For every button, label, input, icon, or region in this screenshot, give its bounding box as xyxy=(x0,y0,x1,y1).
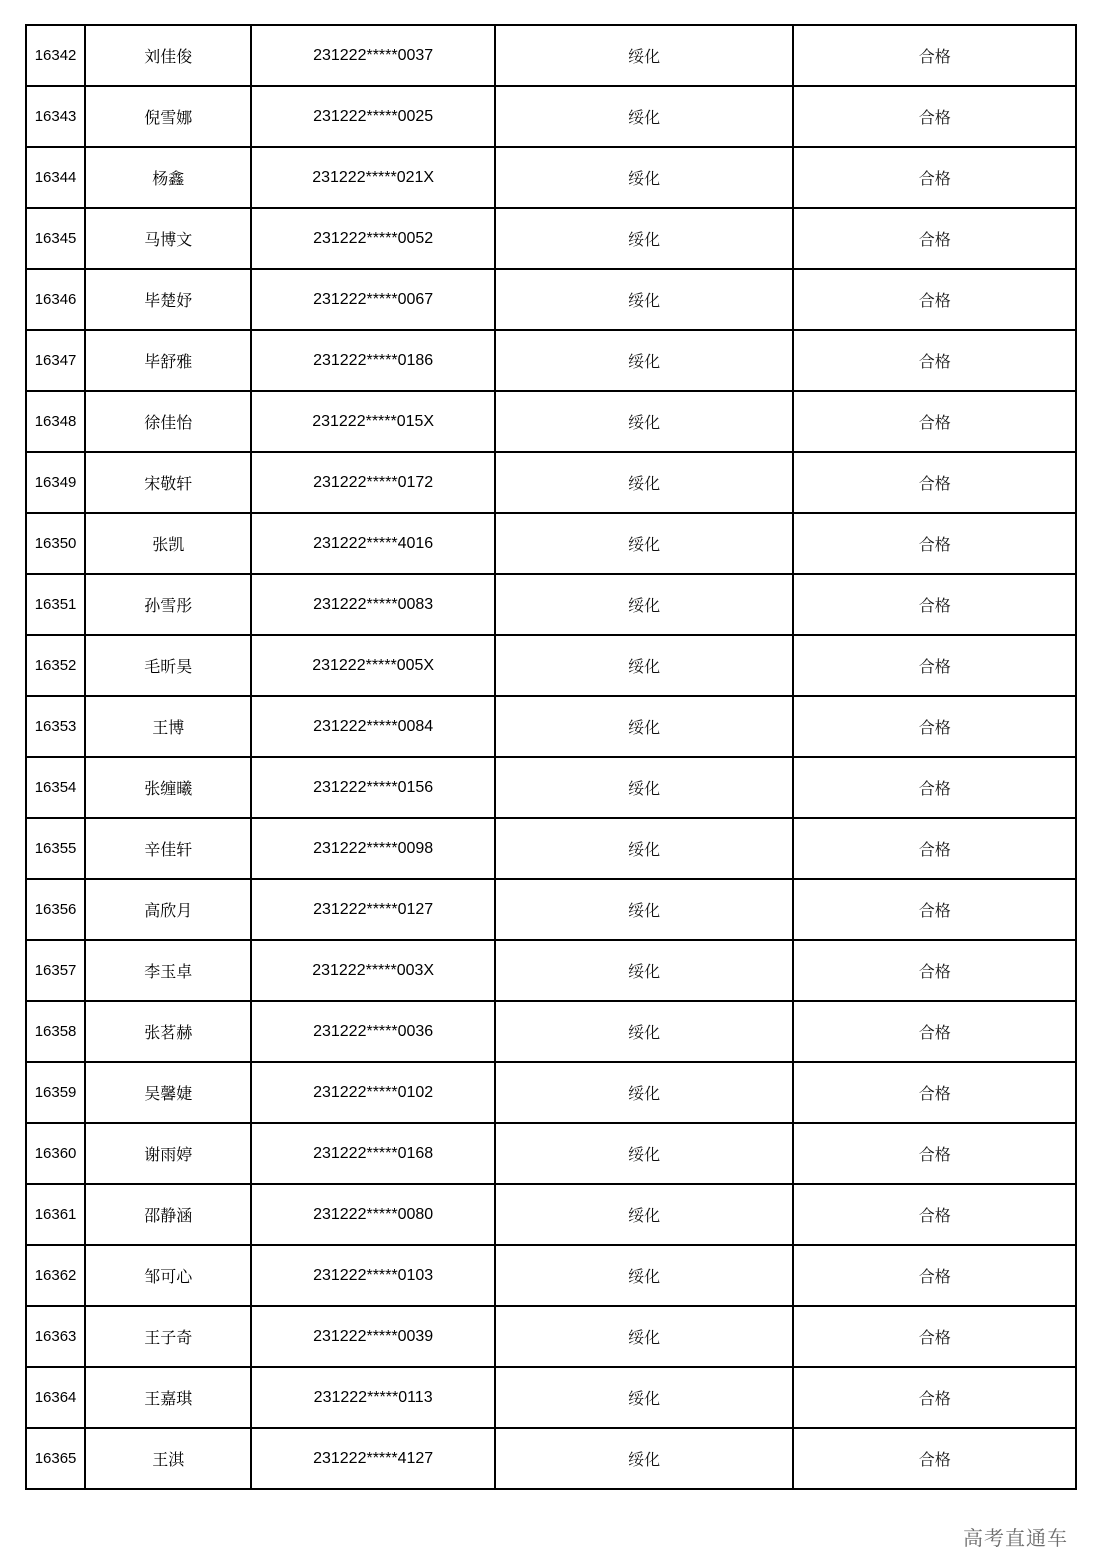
cell-region: 绥化 xyxy=(495,391,794,452)
roster-table-body xyxy=(26,25,1076,1489)
cell-seq: 16351 xyxy=(26,574,85,635)
cell-name: 刘佳俊 xyxy=(85,25,251,86)
table-row xyxy=(26,1062,1076,1123)
cell-seq: 16354 xyxy=(26,757,85,818)
cell-id-number: 231222*****003X xyxy=(251,940,494,1001)
table-row xyxy=(26,513,1076,574)
cell-result: 合格 xyxy=(793,940,1076,1001)
cell-name: 毛昕昊 xyxy=(85,635,251,696)
cell-region: 绥化 xyxy=(495,208,794,269)
cell-name: 徐佳怡 xyxy=(85,391,251,452)
cell-id-number: 231222*****0172 xyxy=(251,452,494,513)
cell-name: 马博文 xyxy=(85,208,251,269)
cell-seq: 16363 xyxy=(26,1306,85,1367)
table-row xyxy=(26,1184,1076,1245)
cell-id-number: 231222*****4016 xyxy=(251,513,494,574)
table-row xyxy=(26,269,1076,330)
table-row xyxy=(26,1123,1076,1184)
table-row xyxy=(26,1367,1076,1428)
cell-result: 合格 xyxy=(793,1062,1076,1123)
cell-id-number: 231222*****021X xyxy=(251,147,494,208)
cell-seq: 16347 xyxy=(26,330,85,391)
cell-region: 绥化 xyxy=(495,86,794,147)
cell-region: 绥化 xyxy=(495,513,794,574)
cell-name: 邹可心 xyxy=(85,1245,251,1306)
cell-seq: 16362 xyxy=(26,1245,85,1306)
cell-result: 合格 xyxy=(793,696,1076,757)
cell-region: 绥化 xyxy=(495,25,794,86)
cell-id-number: 231222*****0084 xyxy=(251,696,494,757)
cell-result: 合格 xyxy=(793,818,1076,879)
cell-id-number: 231222*****0103 xyxy=(251,1245,494,1306)
cell-name: 王子奇 xyxy=(85,1306,251,1367)
table-row xyxy=(26,818,1076,879)
cell-region: 绥化 xyxy=(495,574,794,635)
cell-result: 合格 xyxy=(793,330,1076,391)
cell-region: 绥化 xyxy=(495,1062,794,1123)
table-row xyxy=(26,1245,1076,1306)
cell-result: 合格 xyxy=(793,1001,1076,1062)
cell-region: 绥化 xyxy=(495,147,794,208)
table-row xyxy=(26,25,1076,86)
cell-result: 合格 xyxy=(793,269,1076,330)
cell-name: 张凯 xyxy=(85,513,251,574)
cell-id-number: 231222*****0039 xyxy=(251,1306,494,1367)
table-row xyxy=(26,574,1076,635)
cell-seq: 16342 xyxy=(26,25,85,86)
cell-name: 宋敬轩 xyxy=(85,452,251,513)
cell-name: 王嘉琪 xyxy=(85,1367,251,1428)
cell-result: 合格 xyxy=(793,574,1076,635)
cell-region: 绥化 xyxy=(495,269,794,330)
cell-seq: 16359 xyxy=(26,1062,85,1123)
cell-id-number: 231222*****0168 xyxy=(251,1123,494,1184)
cell-result: 合格 xyxy=(793,1184,1076,1245)
cell-seq: 16346 xyxy=(26,269,85,330)
cell-name: 张茗赫 xyxy=(85,1001,251,1062)
cell-region: 绥化 xyxy=(495,1245,794,1306)
cell-id-number: 231222*****4127 xyxy=(251,1428,494,1489)
cell-region: 绥化 xyxy=(495,1367,794,1428)
cell-id-number: 231222*****015X xyxy=(251,391,494,452)
table-row xyxy=(26,452,1076,513)
cell-name: 辛佳轩 xyxy=(85,818,251,879)
cell-seq: 16364 xyxy=(26,1367,85,1428)
cell-result: 合格 xyxy=(793,1428,1076,1489)
cell-id-number: 231222*****0113 xyxy=(251,1367,494,1428)
cell-name: 谢雨婷 xyxy=(85,1123,251,1184)
cell-name: 李玉卓 xyxy=(85,940,251,1001)
watermark: 高考直通车 xyxy=(959,1520,1072,1553)
table-row xyxy=(26,1306,1076,1367)
cell-name: 王淇 xyxy=(85,1428,251,1489)
table-row xyxy=(26,940,1076,1001)
cell-seq: 16355 xyxy=(26,818,85,879)
table-row xyxy=(26,757,1076,818)
cell-seq: 16357 xyxy=(26,940,85,1001)
cell-result: 合格 xyxy=(793,757,1076,818)
cell-name: 高欣月 xyxy=(85,879,251,940)
cell-name: 倪雪娜 xyxy=(85,86,251,147)
table-row xyxy=(26,330,1076,391)
cell-result: 合格 xyxy=(793,25,1076,86)
cell-id-number: 231222*****0025 xyxy=(251,86,494,147)
cell-result: 合格 xyxy=(793,391,1076,452)
cell-seq: 16365 xyxy=(26,1428,85,1489)
roster-table xyxy=(25,24,1077,1490)
cell-id-number: 231222*****0102 xyxy=(251,1062,494,1123)
cell-result: 合格 xyxy=(793,879,1076,940)
cell-id-number: 231222*****005X xyxy=(251,635,494,696)
table-row xyxy=(26,86,1076,147)
cell-seq: 16353 xyxy=(26,696,85,757)
cell-region: 绥化 xyxy=(495,1123,794,1184)
cell-region: 绥化 xyxy=(495,635,794,696)
cell-seq: 16349 xyxy=(26,452,85,513)
table-row xyxy=(26,147,1076,208)
table-row xyxy=(26,696,1076,757)
cell-id-number: 231222*****0083 xyxy=(251,574,494,635)
cell-seq: 16358 xyxy=(26,1001,85,1062)
cell-seq: 16343 xyxy=(26,86,85,147)
cell-name: 王博 xyxy=(85,696,251,757)
cell-seq: 16344 xyxy=(26,147,85,208)
cell-name: 毕舒雅 xyxy=(85,330,251,391)
cell-id-number: 231222*****0186 xyxy=(251,330,494,391)
table-row xyxy=(26,1428,1076,1489)
cell-result: 合格 xyxy=(793,1245,1076,1306)
cell-region: 绥化 xyxy=(495,1428,794,1489)
cell-region: 绥化 xyxy=(495,696,794,757)
cell-name: 吴馨婕 xyxy=(85,1062,251,1123)
cell-id-number: 231222*****0127 xyxy=(251,879,494,940)
cell-id-number: 231222*****0036 xyxy=(251,1001,494,1062)
cell-result: 合格 xyxy=(793,635,1076,696)
cell-result: 合格 xyxy=(793,208,1076,269)
cell-name: 邵静涵 xyxy=(85,1184,251,1245)
table-row xyxy=(26,635,1076,696)
cell-region: 绥化 xyxy=(495,1306,794,1367)
cell-id-number: 231222*****0067 xyxy=(251,269,494,330)
cell-seq: 16352 xyxy=(26,635,85,696)
table-row xyxy=(26,208,1076,269)
cell-region: 绥化 xyxy=(495,940,794,1001)
cell-result: 合格 xyxy=(793,1123,1076,1184)
cell-seq: 16348 xyxy=(26,391,85,452)
cell-result: 合格 xyxy=(793,513,1076,574)
cell-name: 孙雪彤 xyxy=(85,574,251,635)
cell-result: 合格 xyxy=(793,86,1076,147)
cell-region: 绥化 xyxy=(495,452,794,513)
table-row xyxy=(26,391,1076,452)
cell-region: 绥化 xyxy=(495,330,794,391)
cell-id-number: 231222*****0156 xyxy=(251,757,494,818)
cell-seq: 16361 xyxy=(26,1184,85,1245)
cell-id-number: 231222*****0098 xyxy=(251,818,494,879)
cell-seq: 16350 xyxy=(26,513,85,574)
cell-region: 绥化 xyxy=(495,1184,794,1245)
cell-name: 张缠曦 xyxy=(85,757,251,818)
cell-name: 杨鑫 xyxy=(85,147,251,208)
cell-result: 合格 xyxy=(793,1367,1076,1428)
cell-id-number: 231222*****0080 xyxy=(251,1184,494,1245)
cell-name: 毕楚妤 xyxy=(85,269,251,330)
table-row xyxy=(26,1001,1076,1062)
cell-region: 绥化 xyxy=(495,1001,794,1062)
cell-result: 合格 xyxy=(793,452,1076,513)
cell-id-number: 231222*****0037 xyxy=(251,25,494,86)
cell-id-number: 231222*****0052 xyxy=(251,208,494,269)
cell-result: 合格 xyxy=(793,147,1076,208)
cell-seq: 16356 xyxy=(26,879,85,940)
cell-region: 绥化 xyxy=(495,879,794,940)
cell-region: 绥化 xyxy=(495,757,794,818)
roster-sheet xyxy=(25,24,1077,1490)
cell-seq: 16360 xyxy=(26,1123,85,1184)
cell-region: 绥化 xyxy=(495,818,794,879)
cell-result: 合格 xyxy=(793,1306,1076,1367)
cell-seq: 16345 xyxy=(26,208,85,269)
table-row xyxy=(26,879,1076,940)
